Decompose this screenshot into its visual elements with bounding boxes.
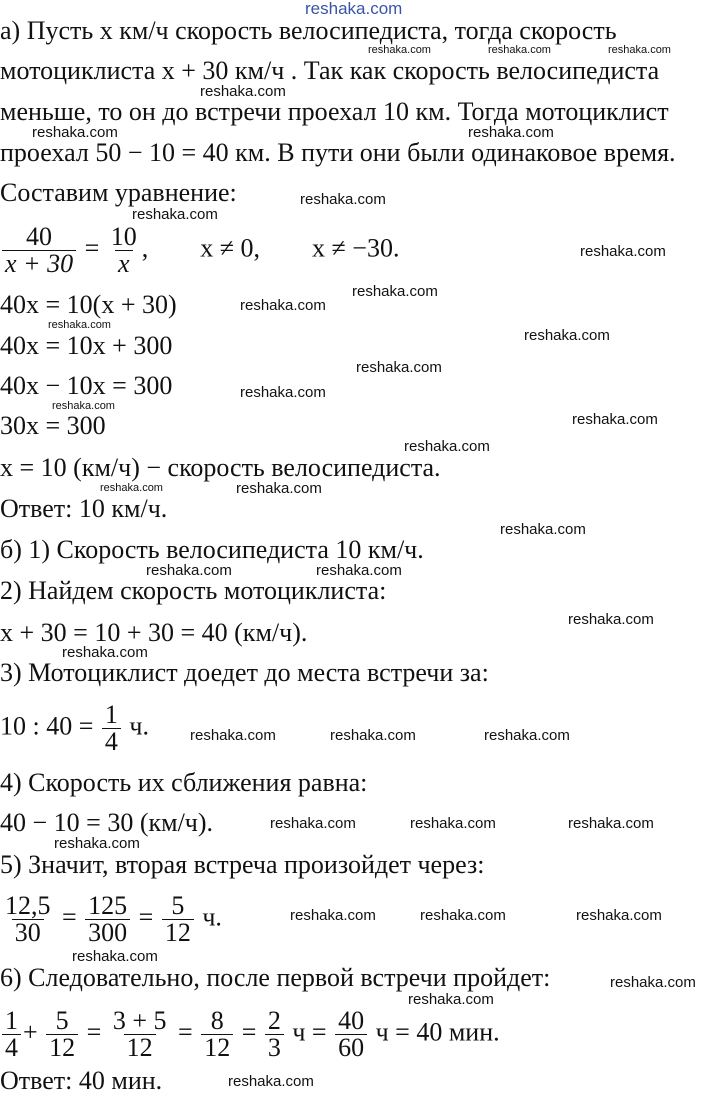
answer-b: Ответ: 40 мин.	[0, 1066, 163, 1095]
text-line: 2) Найдем скорость мотоциклиста:	[0, 576, 387, 605]
conditions: , x ≠ 0, x ≠ −30.	[141, 233, 400, 263]
denominator: 12	[124, 1034, 156, 1061]
watermark: reshaka.com	[240, 384, 326, 401]
numerator: 2	[267, 1006, 281, 1035]
expr: 10 : 40 =	[0, 711, 94, 741]
denominator: 12	[201, 1034, 233, 1061]
text-line: 6) Следовательно, после первой встречи пройдет:	[0, 963, 551, 992]
text-line: мотоциклиста x + 30 км/ч . Так как скорость велосипедиста	[0, 56, 660, 85]
watermark: reshaka.com	[580, 243, 666, 260]
numerator: 1	[5, 1006, 18, 1035]
text-line: проехал 50 − 10 = 40 км. В пути они были одинаковое время.	[0, 138, 676, 167]
equation-step: x + 30 = 10 + 30 = 40 (км/ч).	[0, 618, 308, 647]
text-line: б) 1) Скорость велосипедиста 10 км/ч.	[0, 535, 424, 564]
text-line: меньше, то он до встречи проехал 10 км. Тогда мотоциклист	[0, 97, 669, 126]
denominator: x + 30	[2, 250, 76, 277]
equals: =	[84, 233, 100, 263]
watermark: reshaka.com	[410, 815, 496, 832]
watermark: reshaka.com	[368, 44, 431, 56]
watermark: reshaka.com	[524, 327, 610, 344]
watermark: reshaka.com	[352, 283, 438, 300]
watermark: reshaka.com	[132, 206, 218, 223]
watermark: reshaka.com	[48, 319, 111, 331]
watermark: reshaka.com	[468, 124, 554, 141]
numerator: 5	[55, 1006, 69, 1035]
text-line: Составим уравнение:	[0, 178, 237, 207]
numerator: 5	[171, 891, 185, 920]
equation	[0, 224, 399, 277]
numerator: 40	[26, 222, 53, 251]
numerator: 10	[110, 222, 137, 251]
numerator: 12,5	[5, 891, 51, 920]
equation-step: 40x = 10x + 300	[0, 331, 173, 360]
equation: $\frac{12,5}{30}$ = $\frac{125}{300}$ = $\frac{5}{12}$ ч.	[0, 893, 222, 946]
watermark: reshaka.com	[146, 562, 232, 579]
watermark: reshaka.com	[608, 44, 671, 56]
watermark: reshaka.com	[330, 727, 416, 744]
equation-step: 30x = 300	[0, 411, 106, 440]
numerator: 1	[104, 700, 118, 729]
watermark: reshaka.com	[568, 611, 654, 628]
numerator: 40	[338, 1006, 365, 1035]
denominator: 4	[102, 728, 121, 755]
watermark: reshaka.com	[240, 297, 326, 314]
denominator: 30	[12, 919, 44, 946]
watermark: reshaka.com	[52, 400, 115, 412]
text-line: 3) Мотоциклист доедет до места встречи за:	[0, 658, 489, 687]
watermark: reshaka.com	[568, 815, 654, 832]
watermark: reshaka.com	[484, 727, 570, 744]
denominator: 3	[265, 1034, 284, 1061]
watermark: reshaka.com	[228, 1073, 314, 1090]
numerator: 8	[210, 1006, 224, 1035]
watermark: reshaka.com	[408, 991, 494, 1008]
watermark: reshaka.com	[404, 438, 490, 455]
equation: $\frac{1}{4}$ + $\frac{5}{12}$ = $\frac{3 + 5}{12}$ = $\frac{8}{12}$ = $\frac{2}{3}$ ч = $\frac{40}{60}$ ч = 40 мин.	[0, 1008, 500, 1061]
unit: ч.	[129, 711, 149, 741]
watermark: reshaka.com	[270, 815, 356, 832]
numerator: 125	[88, 891, 128, 920]
watermark: reshaka.com	[316, 562, 402, 579]
denominator: 60	[335, 1034, 367, 1061]
watermark: reshaka.com	[305, 0, 403, 18]
result: ч = 40 мин.	[375, 1017, 500, 1047]
watermark: reshaka.com	[488, 44, 551, 56]
watermark: reshaka.com	[290, 907, 376, 924]
answer-a: Ответ: 10 км/ч.	[0, 494, 168, 523]
watermark: reshaka.com	[100, 482, 163, 494]
denominator: 4	[2, 1034, 21, 1061]
watermark: reshaka.com	[62, 644, 148, 661]
text-line: 5) Значит, вторая встреча произойдет через:	[0, 850, 485, 879]
watermark: reshaka.com	[200, 83, 286, 100]
equation-step: 40 − 10 = 30 (км/ч).	[0, 808, 214, 837]
watermark: reshaka.com	[54, 835, 140, 852]
watermark: reshaka.com	[576, 907, 662, 924]
watermark: reshaka.com	[300, 191, 386, 208]
watermark: reshaka.com	[32, 124, 118, 141]
unit: ч.	[202, 902, 222, 932]
watermark: reshaka.com	[572, 411, 658, 428]
denominator: 300	[85, 919, 130, 946]
watermark: reshaka.com	[500, 521, 586, 538]
equation-step: x = 10 (км/ч) − скорость велосипедиста.	[0, 453, 441, 482]
watermark: reshaka.com	[190, 727, 276, 744]
equation	[0, 702, 149, 755]
watermark: reshaka.com	[236, 480, 322, 497]
equation-step: 40x − 10x = 300	[0, 371, 173, 400]
denominator: x	[115, 250, 133, 277]
numerator: 3 + 5	[112, 1006, 167, 1035]
denominator: 12	[46, 1034, 78, 1061]
watermark: reshaka.com	[356, 359, 442, 376]
watermark: reshaka.com	[72, 948, 158, 965]
text-line: 4) Скорость их сближения равна:	[0, 768, 368, 797]
watermark: reshaka.com	[420, 907, 506, 924]
text-line: а) Пусть x км/ч скорость велосипедиста, тогда скорость	[0, 16, 617, 45]
equation-step: 40x = 10(x + 30)	[0, 290, 177, 319]
denominator: 12	[162, 919, 194, 946]
watermark: reshaka.com	[610, 974, 696, 991]
